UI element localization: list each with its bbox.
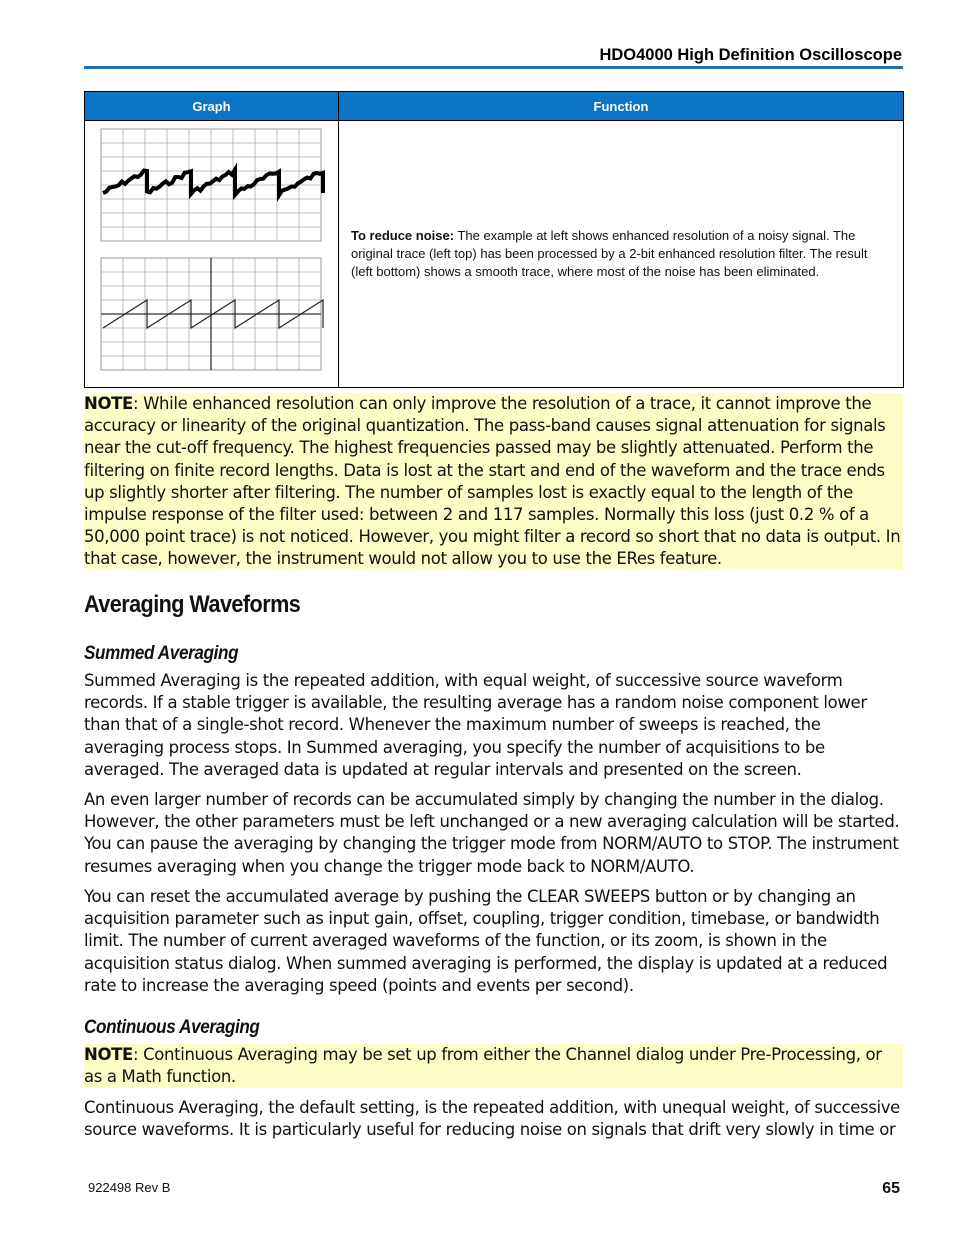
- summed-paragraph-2: An even larger number of records can be accumulated simply by changing the number in the dialog. However, the other parameters must be left unchanged or a new averaging calculation will be started. You can pause the averaging by changing the trigger mode from NORM/AUTO to STOP. The instrument resumes averaging when you change the trigger mode back to NORM/AUTO.: [84, 790, 900, 876]
- continuous-averaging-title: Continuous Averaging: [84, 1017, 260, 1038]
- function-text: The example at left shows enhanced resolution of a noisy signal. The original trace (left top) has been processed by a 2-bit enhanced resolution filter. The result (left bottom) shows a smooth trace, where most of the noise has been eliminated.: [351, 228, 868, 279]
- page-number: 65: [882, 1180, 900, 1197]
- table-row: [85, 121, 904, 388]
- table-header-function: Function: [339, 92, 904, 121]
- function-cell: [339, 121, 904, 388]
- function-description: [339, 227, 903, 281]
- note-text: : Continuous Averaging may be set up from either the Channel dialog under Pre-Processing, or as a Math function.: [84, 1045, 882, 1087]
- smoothed-trace-graph: [101, 258, 323, 370]
- note-continuous-averaging: [84, 1044, 903, 1088]
- graph-cell: [85, 121, 339, 388]
- table-header-graph: Graph: [85, 92, 339, 121]
- summed-averaging-title: Summed Averaging: [84, 643, 239, 664]
- summed-paragraph-1: Summed Averaging is the repeated addition, with equal weight, of successive source waveform records. If a stable trigger is available, the resulting average has a random noise component lower than that of a single-shot record. Whenever the maximum number of sweeps is reached, the averaging process stops. In Summed averaging, you specify the number of acquisitions to be averaged. The averaged data is updated at regular intervals and presented on the screen.: [84, 671, 867, 779]
- note-label: NOTE: [84, 1045, 133, 1064]
- note-label: NOTE: [84, 394, 133, 413]
- document-number: 922498 Rev B: [88, 1180, 171, 1195]
- function-lead: To reduce noise:: [351, 228, 455, 243]
- section-title: Averaging Waveforms: [84, 591, 301, 618]
- continuous-paragraph-1: Continuous Averaging, the default setting, is the repeated addition, with unequal weight, of successive source waveforms. It is particularly useful for reducing noise on signals that drift very slowly in time or: [84, 1098, 900, 1140]
- header-rule: [84, 66, 903, 69]
- noisy-trace-graph: [101, 129, 323, 241]
- note-text: : While enhanced resolution can only improve the resolution of a trace, it cannot improve the accuracy or linearity of the original quantization. The pass-band causes signal attenuation for signals near the cut-off frequency. The highest frequencies passed may be slightly attenuated. Perform the filtering on finite record lengths. Data is lost at the start and end of the waveform and the trace ends up slightly shorter after filtering. The number of samples lost is exactly equal to the length of the impulse response of the filter used: between 2 and 117 samples. Normally this loss (just 0.2 % of a 50,000 point trace) is not noticed. However, you might filter a record so short that no data is output. In that case, however, the instrument would not allow you to use the ERes feature.: [84, 394, 901, 569]
- note-enhanced-resolution: [84, 393, 903, 569]
- summed-paragraph-3: You can reset the accumulated average by pushing the CLEAR SWEEPS button or by changing an acquisition parameter such as input gain, offset, coupling, trigger condition, timebase, or bandwidth limit. The number of current averaged waveforms of the function, or its zoom, is shown in the acquisition status dialog. When summed averaging is performed, the display is updated at a reduced rate to increase the averaging speed (points and events per second).: [84, 887, 888, 995]
- function-table: [84, 91, 904, 388]
- running-header-title: HDO4000 High Definition Oscilloscope: [599, 46, 902, 64]
- enhanced-resolution-graphs: [85, 121, 339, 382]
